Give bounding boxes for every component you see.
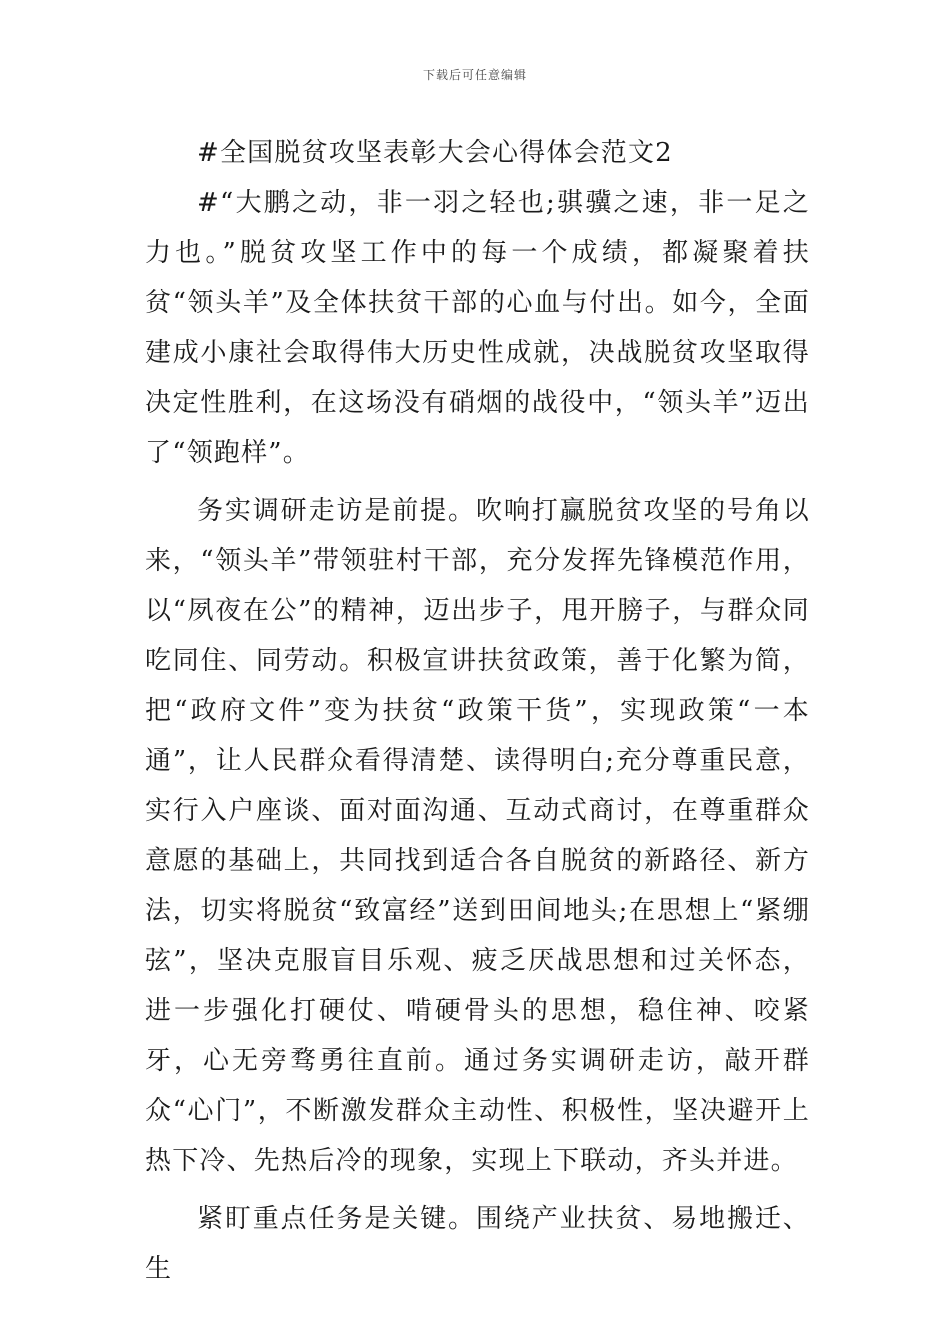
header-note: 下载后可任意编辑 — [422, 68, 527, 82]
paragraph-3: 紧盯重点任务是关键。围绕产业扶贫、易地搬迁、生 — [145, 1204, 810, 1284]
paragraph-1: #“大鹏之动，非一羽之轻也;骐骥之速，非一足之力也。”脱贫攻坚工作中的每一个成绩，都凝聚着扶贫“领头羊”及全体扶贫干部的心血与付出。如今，全面建成小康社会取得伟大历史性成就，决战脱贫攻坚取得决定性胜利，在这场没有硝烟的战役中，“领头羊”迈出了“领跑样”。 — [145, 188, 810, 468]
document-title: #全国脱贫攻坚表彰大会心得体会范文2 — [197, 138, 673, 168]
document-body — [145, 128, 810, 1302]
paragraph-2: 务实调研走访是前提。吹响打赢脱贫攻坚的号角以来，“领头羊”带领驻村干部，充分发挥先锋模范作用，以“夙夜在公”的精神，迈出步子，甩开膀子，与群众同吃同住、同劳动。积极宣讲扶贫政策，善于化繁为简，把“政府文件”变为扶贫“政策干货”，实现政策“一本通”，让人民群众看得清楚、读得明白;充分尊重民意，实行入户座谈、面对面沟通、互动式商讨，在尊重群众意愿的基础上，共同找到适合各自脱贫的新路径、新方法，切实将脱贫“致富经”送到田间地头;在思想上“紧绷弦”，坚决克服盲目乐观、疲乏厌战思想和过关怀态，进一步强化打硬仗、啃硬骨头的思想，稳住神、咬紧牙，心无旁骛勇往直前。通过务实调研走访，敲开群众“心门”，不断激发群众主动性、积极性，坚决避开上热下冷、先热后冷的现象，实现上下联动，齐头并进。 — [145, 496, 810, 1176]
